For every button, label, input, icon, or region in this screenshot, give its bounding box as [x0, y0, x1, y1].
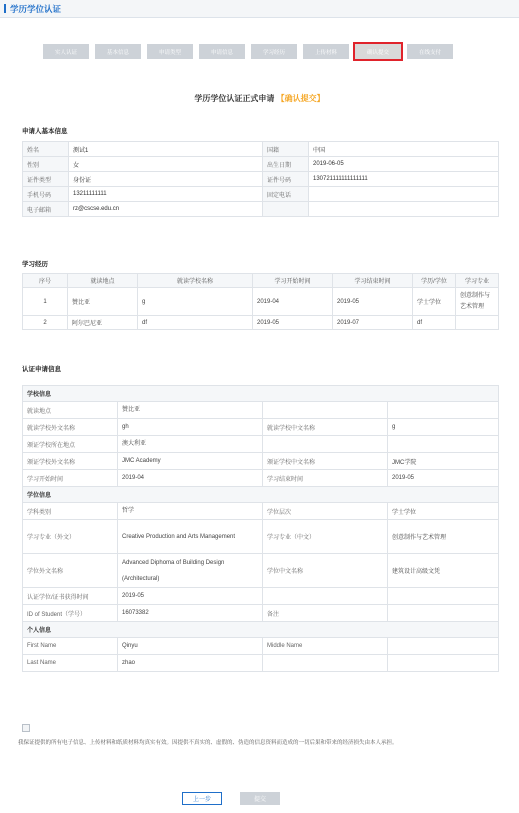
step-navigation [43, 44, 453, 59]
cert-field-value [388, 588, 499, 605]
applicant-field-value [309, 202, 499, 217]
previous-step-button[interactable]: 上一步 [182, 792, 222, 805]
cert-field-value [388, 605, 499, 622]
step-tab-5[interactable]: 学习经历 [251, 44, 297, 59]
cert-field-label: 学位层次 [263, 503, 388, 520]
cert-field-value [388, 436, 499, 453]
applicant-field-value [309, 187, 499, 202]
table-row [23, 638, 499, 655]
study-column-header: 学历/学位 [413, 274, 456, 288]
cert-field-label: ID of Student（学号） [23, 605, 118, 622]
applicant-row [23, 142, 499, 157]
certification-section-title: 认证申请信息 [22, 366, 61, 373]
cert-field-value: 2019-04 [118, 470, 263, 487]
applicant-section-title: 申请人基本信息 [22, 128, 68, 135]
applicant-field-value: 2019-06-05 [309, 157, 499, 172]
study-column-header: 序号 [23, 274, 68, 288]
cert-field-label: 学位中文名称 [263, 554, 388, 588]
cert-field-value: zhao [118, 655, 263, 672]
cert-field-label: 备注 [263, 605, 388, 622]
agreement-text: 我保证提供的所有电子信息、上传材料和纸质材料均真实有效。因提供不真实的、虚假的、伪造的信息资料而造成的一切后果和带来的经济损失由本人承担。 [18, 740, 398, 746]
study-history-table [22, 273, 499, 330]
study-cell: 2019-05 [333, 288, 413, 316]
step-tab-7[interactable]: 确认提交 [355, 44, 401, 59]
page-title-tag: 【确认提交】 [276, 94, 325, 103]
table-row [23, 655, 499, 672]
cert-field-value [388, 655, 499, 672]
applicant-field-value: rz@cscse.edu.cn [69, 202, 263, 217]
cert-field-value: 澳大利亚 [118, 436, 263, 453]
cert-field-label: First Name [23, 638, 118, 655]
study-cell: df [413, 316, 456, 330]
page-header [0, 0, 519, 18]
cert-field-label: 学习结束时间 [263, 470, 388, 487]
page-title [0, 93, 519, 104]
study-cell: 2019-07 [333, 316, 413, 330]
study-cell: g [138, 288, 253, 316]
table-row [23, 453, 499, 470]
applicant-field-label: 电子邮箱 [23, 202, 69, 217]
cert-field-value: 赞比亚 [118, 402, 263, 419]
agreement-checkbox-wrap [22, 724, 30, 732]
agreement-checkbox[interactable] [22, 724, 30, 732]
study-cell [456, 316, 499, 330]
study-section-title: 学习经历 [22, 261, 48, 268]
study-column-header: 学习专业 [456, 274, 499, 288]
study-cell: df [138, 316, 253, 330]
school-info-group [23, 386, 499, 402]
certification-info-table [22, 385, 499, 672]
cert-field-value: gh [118, 419, 263, 436]
applicant-field-label: 证件号码 [263, 172, 309, 187]
personal-info-group [23, 622, 499, 638]
cert-field-value: 2019-05 [388, 470, 499, 487]
applicant-field-value: 中国 [309, 142, 499, 157]
cert-field-label: 认证学位/证书获得时间 [23, 588, 118, 605]
step-tab-3[interactable]: 申请类型 [147, 44, 193, 59]
study-cell: 创意制作与艺术管理 [456, 288, 499, 316]
cert-field-value [388, 638, 499, 655]
applicant-field-label: 姓名 [23, 142, 69, 157]
table-row [23, 419, 499, 436]
table-row [23, 520, 499, 554]
step-tab-8[interactable]: 在线支付 [407, 44, 453, 59]
applicant-field-label: 国籍 [263, 142, 309, 157]
applicant-field-value: 身份证 [69, 172, 263, 187]
cert-field-label: 学位外文名称 [23, 554, 118, 588]
study-cell: 学士学位 [413, 288, 456, 316]
table-row [23, 554, 499, 588]
cert-field-label: 学习专业（中文） [263, 520, 388, 554]
study-cell: 2 [23, 316, 68, 330]
step-tab-6[interactable]: 上传材料 [303, 44, 349, 59]
school-info-group-label: 学校信息 [23, 386, 499, 402]
study-column-header: 学习开始时间 [253, 274, 333, 288]
cert-field-value: g [388, 419, 499, 436]
step-tab-4[interactable]: 申请信息 [199, 44, 245, 59]
table-row [23, 503, 499, 520]
applicant-field-label [263, 202, 309, 217]
cert-field-label: Last Name [23, 655, 118, 672]
study-column-header: 就读学校名称 [138, 274, 253, 288]
study-cell: 2019-04 [253, 288, 333, 316]
study-cell: 阿尔巴尼亚 [68, 316, 138, 330]
applicant-field-label: 固定电话 [263, 187, 309, 202]
submit-button[interactable]: 提交 [240, 792, 280, 805]
degree-info-group [23, 487, 499, 503]
applicant-field-value: 13211111111 [69, 187, 263, 202]
cert-field-value: 建筑设计高级文凭 [388, 554, 499, 588]
applicant-row [23, 202, 499, 217]
table-row [23, 470, 499, 487]
study-column-header: 学习结束时间 [333, 274, 413, 288]
applicant-info-table [22, 141, 499, 217]
study-cell: 1 [23, 288, 68, 316]
applicant-field-label: 手机号码 [23, 187, 69, 202]
cert-field-label: 学习开始时间 [23, 470, 118, 487]
cert-field-label: 颁证学校中文名称 [263, 453, 388, 470]
cert-field-label [263, 436, 388, 453]
table-row [23, 436, 499, 453]
cert-field-value: Advanced Diphoma of Building Design (Architectural) [118, 554, 263, 588]
step-tab-2[interactable]: 基本信息 [95, 44, 141, 59]
page-title-main: 学历学位认证正式申请 [194, 94, 275, 103]
table-row [23, 316, 499, 330]
cert-field-value: 2019-05 [118, 588, 263, 605]
cert-field-value: JMC学院 [388, 453, 499, 470]
page-header-title: 学历学位认证 [10, 3, 62, 14]
cert-field-label: 学科类别 [23, 503, 118, 520]
cert-field-value: 创意制作与艺术管理 [388, 520, 499, 554]
table-row [23, 588, 499, 605]
cert-field-value: JMC Academy [118, 453, 263, 470]
cert-field-label: 学习专业（外文） [23, 520, 118, 554]
cert-field-value: Qinyu [118, 638, 263, 655]
header-accent-bar [4, 4, 6, 13]
table-row [23, 402, 499, 419]
degree-info-group-label: 学位信息 [23, 487, 499, 503]
cert-field-label: 就读学校外文名称 [23, 419, 118, 436]
study-cell: 2019-05 [253, 316, 333, 330]
personal-info-group-label: 个人信息 [23, 622, 499, 638]
applicant-field-label: 性别 [23, 157, 69, 172]
cert-field-value: Creative Production and Arts Management [118, 520, 263, 554]
cert-field-label: 颁证学校所在地点 [23, 436, 118, 453]
table-row [23, 288, 499, 316]
applicant-field-label: 证件类型 [23, 172, 69, 187]
cert-field-label [263, 655, 388, 672]
cert-field-label: Middle Name [263, 638, 388, 655]
applicant-field-value: 女 [69, 157, 263, 172]
applicant-row [23, 187, 499, 202]
table-row [23, 605, 499, 622]
study-column-header: 就读地点 [68, 274, 138, 288]
applicant-row [23, 157, 499, 172]
cert-field-value: 哲学 [118, 503, 263, 520]
cert-field-value: 16073382 [118, 605, 263, 622]
cert-field-value [388, 402, 499, 419]
cert-field-value: 学士学位 [388, 503, 499, 520]
applicant-field-label: 出生日期 [263, 157, 309, 172]
applicant-field-value: 测试1 [69, 142, 263, 157]
cert-field-label [263, 402, 388, 419]
study-cell: 赞比亚 [68, 288, 138, 316]
step-tab-1[interactable]: 实人认证 [43, 44, 89, 59]
applicant-field-value: 130721111111111111 [309, 172, 499, 187]
cert-field-label: 就读学校中文名称 [263, 419, 388, 436]
applicant-row [23, 172, 499, 187]
cert-field-label [263, 588, 388, 605]
cert-field-label: 颁证学校外文名称 [23, 453, 118, 470]
cert-field-label: 就读地点 [23, 402, 118, 419]
